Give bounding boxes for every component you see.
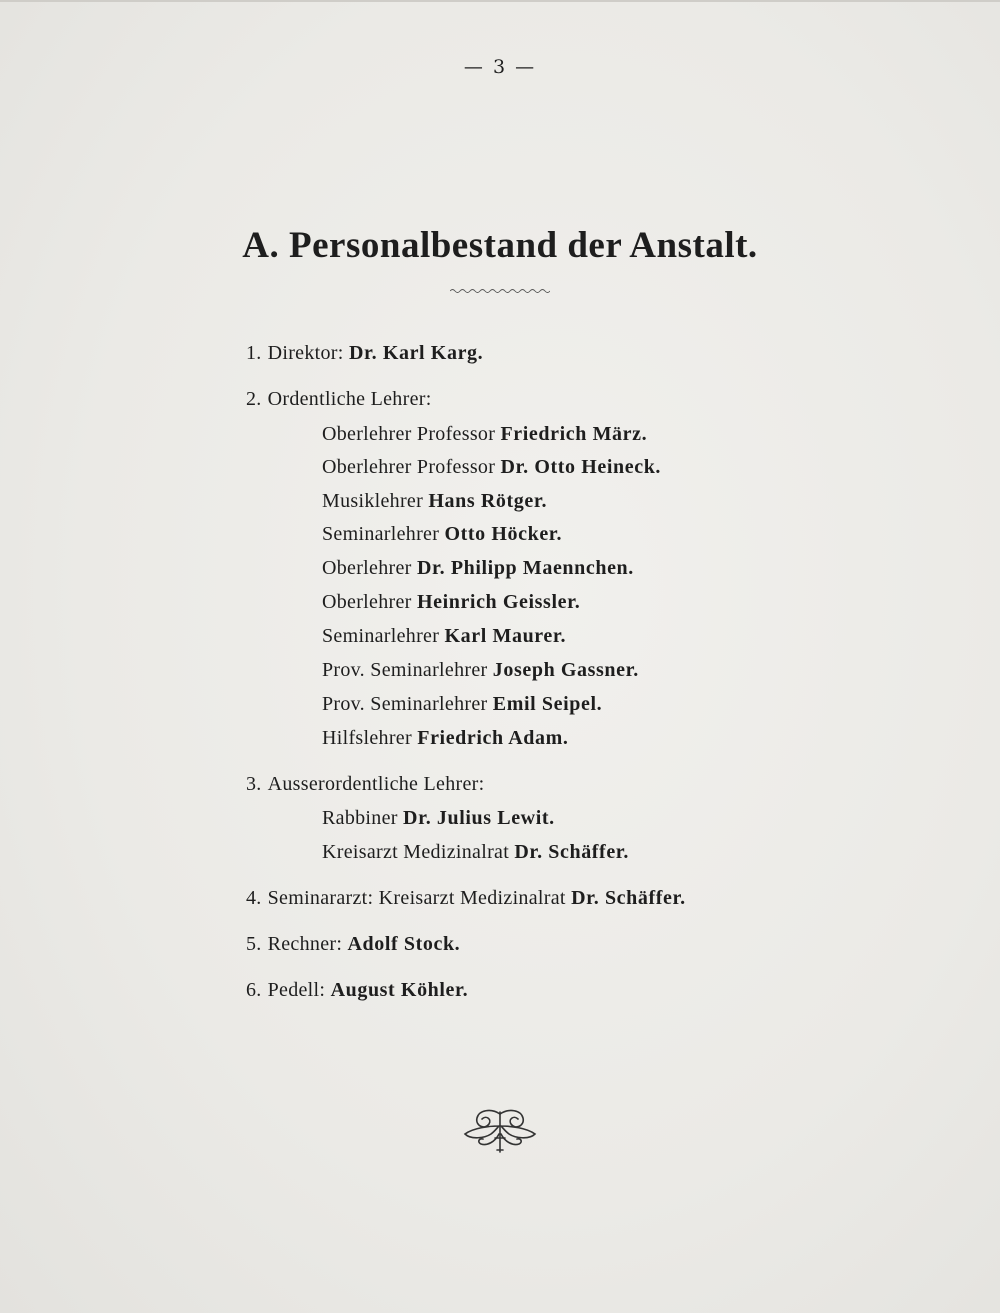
role-label: Ordentliche Lehrer: xyxy=(267,388,432,410)
staff-group-regular-teachers xyxy=(246,388,432,411)
person-name: Otto Höcker. xyxy=(444,523,563,545)
item-number: 3. xyxy=(246,773,262,795)
staff-entry xyxy=(322,423,647,446)
staff-entry xyxy=(322,557,634,580)
page-edge xyxy=(0,0,1000,2)
staff-entry-seminar-physician xyxy=(246,887,686,910)
title-label: Prov. Seminarlehrer xyxy=(322,693,488,715)
person-name: Friedrich März. xyxy=(500,423,648,445)
item-number: 2. xyxy=(246,388,262,410)
person-name: Heinrich Geissler. xyxy=(416,591,581,613)
staff-entry-janitor xyxy=(246,979,468,1002)
staff-entry xyxy=(322,727,568,750)
title-label: Oberlehrer xyxy=(322,591,412,613)
staff-entry xyxy=(322,693,602,716)
staff-entry-accountant xyxy=(246,933,460,956)
staff-entry xyxy=(322,456,661,479)
person-name: Dr. Schäffer. xyxy=(514,841,630,863)
person-name: Joseph Gassner. xyxy=(492,659,639,681)
title-label: Kreisarzt Medizinalrat xyxy=(322,841,510,863)
title-label: Seminarlehrer xyxy=(322,625,440,647)
person-name: August Köhler. xyxy=(330,979,469,1001)
role-label: Direktor: xyxy=(267,342,344,364)
staff-entry-director xyxy=(246,342,483,365)
role-label: Rechner: xyxy=(267,933,343,955)
title-label: Oberlehrer Professor xyxy=(322,456,496,478)
person-name: Dr. Philipp Maennchen. xyxy=(416,557,634,579)
person-name: Friedrich Adam. xyxy=(417,727,569,749)
role-label: Ausserordentliche Lehrer: xyxy=(267,773,485,795)
role-label: Seminararzt: Kreisarzt Medizinalrat xyxy=(267,887,566,909)
person-name: Dr. Schäffer. xyxy=(571,887,686,909)
person-name: Dr. Otto Heineck. xyxy=(500,456,662,478)
role-label: Pedell: xyxy=(267,979,326,1001)
staff-entry xyxy=(322,490,547,513)
ornament-icon xyxy=(461,1104,539,1156)
staff-entry xyxy=(322,841,629,864)
item-number: 5. xyxy=(246,933,262,955)
squiggle-divider xyxy=(450,287,550,295)
title-label: Prov. Seminarlehrer xyxy=(322,659,488,681)
title-label: Rabbiner xyxy=(322,807,398,829)
staff-entry xyxy=(322,625,566,648)
person-name: Emil Seipel. xyxy=(492,693,603,715)
person-name: Adolf Stock. xyxy=(347,933,461,955)
person-name: Hans Rötger. xyxy=(428,490,548,512)
staff-group-extraordinary-teachers xyxy=(246,773,484,796)
person-name: Dr. Julius Lewit. xyxy=(403,807,555,829)
item-number: 6. xyxy=(246,979,262,1001)
item-number: 1. xyxy=(246,342,262,364)
person-name: Dr. Karl Karg. xyxy=(348,342,484,364)
title-label: Hilfslehrer xyxy=(322,727,412,749)
staff-entry xyxy=(322,659,639,682)
staff-entry xyxy=(322,807,555,830)
title-label: Oberlehrer xyxy=(322,557,412,579)
item-number: 4. xyxy=(246,887,262,909)
person-name: Karl Maurer. xyxy=(444,625,567,647)
title-label: Seminarlehrer xyxy=(322,523,440,545)
staff-entry xyxy=(322,523,562,546)
title-label: Oberlehrer Professor xyxy=(322,423,496,445)
staff-entry xyxy=(322,591,580,614)
section-heading: A. Personalbestand der Anstalt. xyxy=(242,225,758,266)
page-number: — 3 — xyxy=(463,56,537,78)
title-label: Musiklehrer xyxy=(322,490,424,512)
